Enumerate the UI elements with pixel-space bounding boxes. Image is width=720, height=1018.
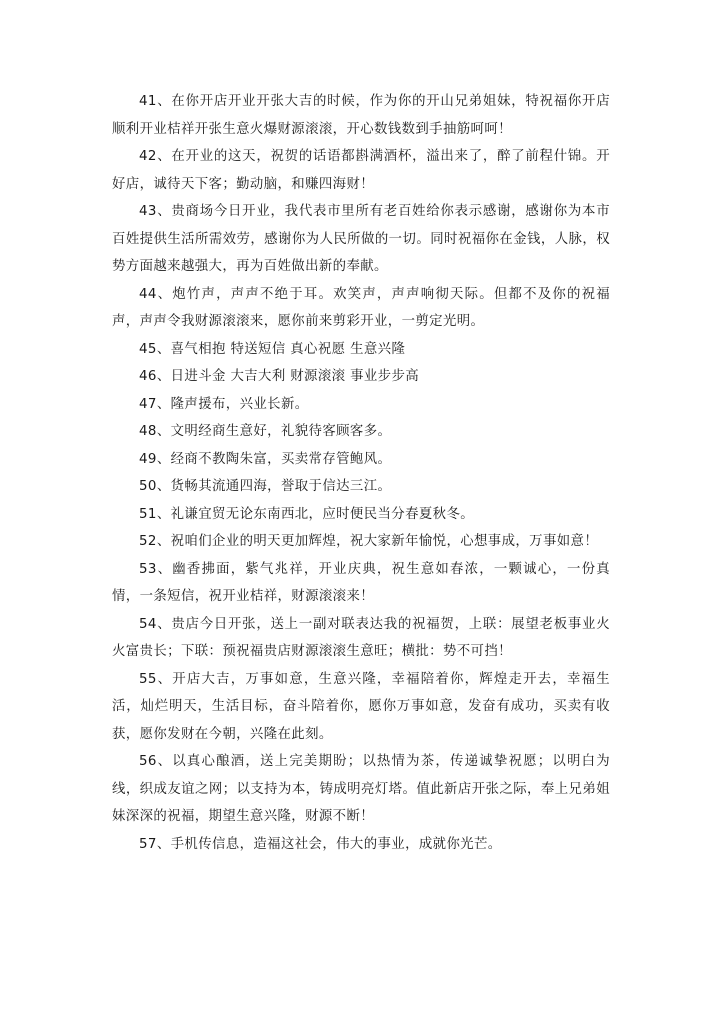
paragraph-46: 46、日进斗金 大吉大利 财源滚滚 事业步步高 — [139, 369, 420, 384]
paragraph-47: 47、隆声援布，兴业长新。 — [139, 396, 309, 412]
paragraph-50: 50、货畅其流通四海，誉取于信达三江。 — [139, 479, 392, 494]
paragraph-55: 55、开店大吉，万事如意，生意兴隆，幸福陪着你，辉煌走开去，幸福生活，灿烂明天，生活目标，奋斗陪着你，愿你万事如意，发奋有成功，买卖有收获，愿你发财在今朝，兴隆在此刻。 — [112, 671, 610, 742]
paragraph-54: 54、贵店今日开张，送上一副对联表达我的祝福贺，上联：展望老板事业火火富贵长；下联：预祝福贵店财源滚滚生意旺；横批：势不可挡！ — [112, 616, 610, 659]
paragraph-51: 51、礼谦宜贸无论东南西北，应时便民当分春夏秋冬。 — [139, 506, 475, 522]
paragraph-43: 43、贵商场今日开业，我代表市里所有老百姓给你表示感谢，感谢你为本市百姓提供生活所需效劳，感谢你为人民所做的一切。同时祝福你在金钱，人脉，权势方面越来越强大，再为百姓做出新的奉献。 — [112, 204, 610, 274]
paragraph-42: 42、在开业的这天，祝贺的话语都斟满酒杯，溢出来了，醉了前程什锦。开好店，诚待天下客；勤动脑，和赚四海财！ — [112, 149, 610, 192]
paragraph-45: 45、喜气相抱 特送短信 真心祝愿 生意兴隆 — [139, 341, 406, 357]
paragraph-56: 56、以真心酿酒，送上完美期盼；以热情为茶，传递诚挚祝愿；以明白为线，织成友谊之网；以支持为本，铸成明亮灯塔。值此新店开张之际，奉上兄弟姐妹深深的祝福，期望生意兴隆，财源不断！ — [112, 754, 610, 824]
paragraph-44: 44、炮竹声，声声不绝于耳。欢笑声，声声响彻天际。但都不及你的祝福声，声声令我财源滚滚来，愿你前来剪彩开业，一剪定光明。 — [112, 286, 610, 329]
paragraph-52: 52、祝咱们企业的明天更加辉煌，祝大家新年愉悦，心想事成，万事如意！ — [139, 534, 599, 549]
document-body — [112, 88, 610, 858]
paragraph-41: 41、在你开店开业开张大吉的时候，作为你的开山兄弟姐妹，特祝福你开店顺利开业桔祥开张生意火爆财源滚滚，开心数钱数到手抽筋呵呵！ — [112, 94, 610, 137]
paragraph-49: 49、经商不教陶朱富，买卖常存管鲍风。 — [139, 451, 392, 467]
paragraph-57: 57、手机传信息，造福这社会，伟大的事业，成就你光芒。 — [139, 836, 502, 852]
paragraph-53: 53、幽香拂面，紫气兆祥，开业庆典，祝生意如春浓，一颗诚心，一份真情，一条短信，祝开业桔祥，财源滚滚来！ — [112, 561, 610, 604]
paragraph-48: 48、文明经商生意好，礼貌待客顾客多。 — [139, 424, 392, 439]
